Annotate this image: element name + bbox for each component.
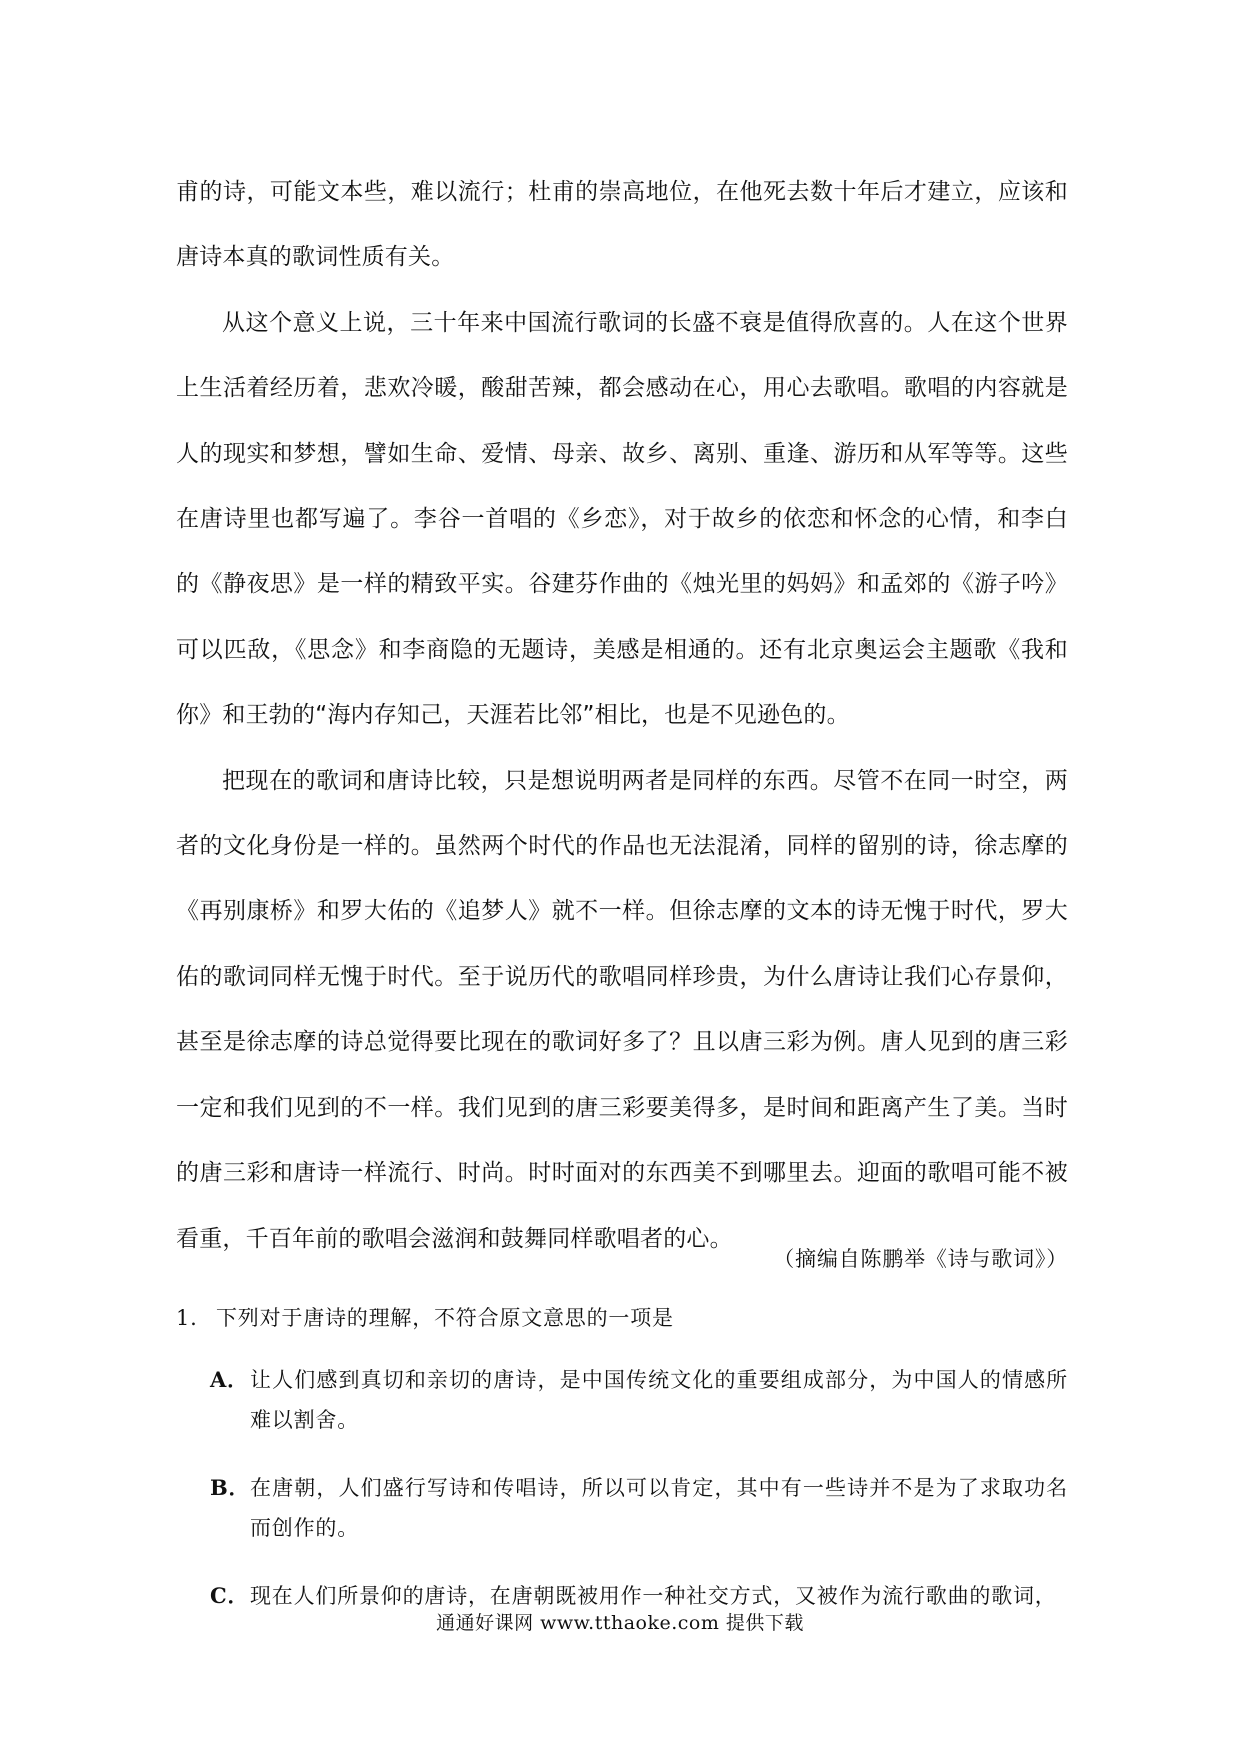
option-text: 现在人们所景仰的唐诗，在唐朝既被用作一种社交方式，又被作为流行歌曲的歌词， <box>250 1584 1057 1608</box>
passage-source: （摘编自陈鹏举《诗与歌词》） <box>773 1247 1068 1271</box>
passage-paragraph-1: 甫的诗，可能文本些，难以流行；杜甫的崇高地位，在他死去数十年后才建立，应该和唐诗本真的歌词性质有关。 <box>176 179 1068 271</box>
option-text: 在唐朝，人们盛行写诗和传唱诗，所以可以肯定，其中有一些诗并不是为了求取功名而创作的。 <box>250 1476 1068 1540</box>
question-1 <box>176 1300 1068 1644</box>
option-b <box>176 1468 1068 1548</box>
question-stem-text: 下列对于唐诗的理解，不符合原文意思的一项是 <box>216 1306 674 1330</box>
passage-paragraph-3: 把现在的歌词和唐诗比较，只是想说明两者是同样的东西。尽管不在同一时空，两者的文化身份是一样的。虽然两个时代的作品也无法混淆，同样的留别的诗，徐志摩的《再别康桥》和罗大佑的《追梦人》就不一样。但徐志摩的文本的诗无愧于时代，罗大佑的歌词同样无愧于时代。至于说历代的歌唱同样珍贵，为什么唐诗让我们心存景仰，甚至是徐志摩的诗总觉得要比现在的歌词好多了？且以唐三彩为例。唐人见到的唐三彩一定和我们见到的不一样。我们见到的唐三彩要美得多，是时间和距离产生了美。当时的唐三彩和唐诗一样流行、时尚。时时面对的东西美不到哪里去。迎面的歌唱可能不被看重，千百年前的歌唱会滋润和鼓舞同样歌唱者的心。 <box>176 767 1068 1252</box>
question-number: 1. <box>176 1306 198 1330</box>
page-footer: 通通好课网 www.tthaoke.com 提供下载 <box>436 1612 804 1634</box>
passage-body <box>176 160 1068 1272</box>
option-a <box>176 1360 1068 1440</box>
question-stem <box>176 1300 1068 1336</box>
option-letter: B． <box>210 1475 251 1500</box>
passage-paragraph-2: 从这个意义上说，三十年来中国流行歌词的长盛不衰是值得欣喜的。人在这个世界上生活着经历着，悲欢冷暖，酸甜苦辣，都会感动在心，用心去歌唱。歌唱的内容就是人的现实和梦想，譬如生命、爱情、母亲、故乡、离别、重逢、游历和从军等等。这些在唐诗里也都写遍了。李谷一首唱的《乡恋》，对于故乡的依恋和怀念的心情，和李白的《静夜思》是一样的精致平实。谷建芬作曲的《烛光里的妈妈》和孟郊的《游子吟》可以匹敌，《思念》和李商隐的无题诗，美感是相通的。还有北京奥运会主题歌《我和你》和王勃的“海内存知己，天涯若比邻”相比，也是不见逊色的。 <box>176 309 1068 729</box>
option-letter: C． <box>210 1583 250 1608</box>
option-text: 让人们感到真切和亲切的唐诗，是中国传统文化的重要组成部分，为中国人的情感所难以割舍。 <box>250 1368 1068 1432</box>
option-letter: A． <box>210 1367 249 1392</box>
